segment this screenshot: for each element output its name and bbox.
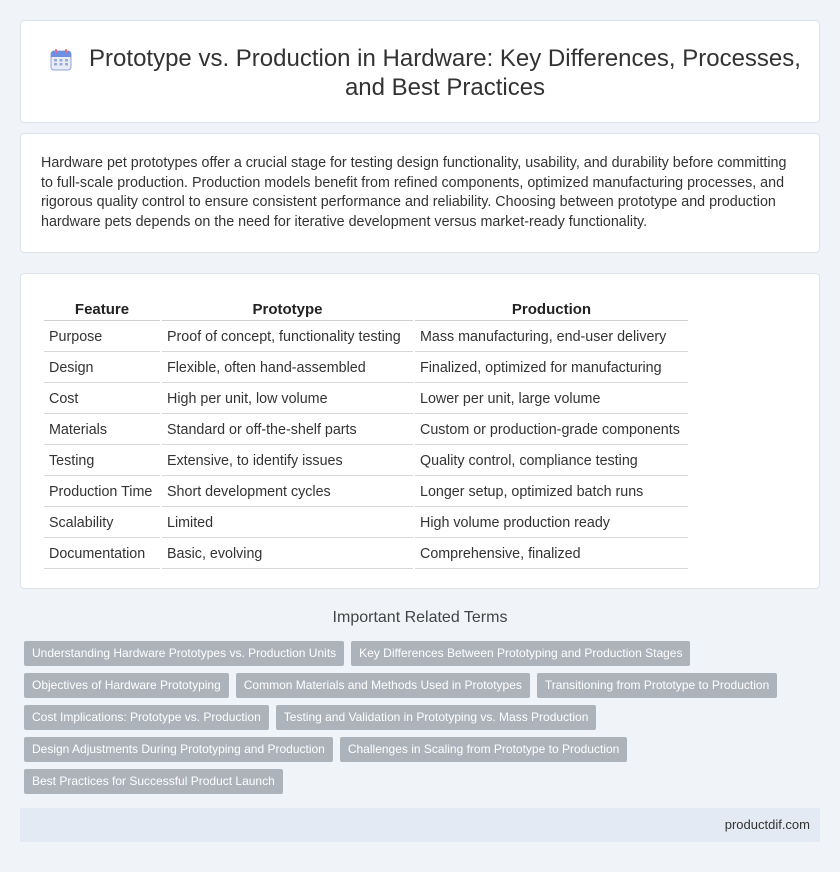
table-row — [44, 478, 688, 507]
table-cell: Basic, evolving — [162, 540, 413, 569]
table-cell: Custom or production-grade components — [415, 416, 688, 445]
related-term-link[interactable]: Objectives of Hardware Prototyping — [24, 673, 229, 698]
table-cell: Production Time — [44, 478, 160, 507]
table-row — [44, 385, 688, 414]
table-cell: Purpose — [44, 323, 160, 352]
table-cell: Quality control, compliance testing — [415, 447, 688, 476]
intro-card — [20, 133, 820, 253]
table-cell: Lower per unit, large volume — [415, 385, 688, 414]
table-cell: Standard or off-the-shelf parts — [162, 416, 413, 445]
table-cell: Proof of concept, functionality testing — [162, 323, 413, 352]
table-cell: Extensive, to identify issues — [162, 447, 413, 476]
tag-row — [20, 670, 820, 702]
related-term-link[interactable]: Testing and Validation in Prototyping vs. Mass Production — [276, 705, 597, 730]
table-row — [44, 540, 688, 569]
table-cell: Testing — [44, 447, 160, 476]
table-cell: Limited — [162, 509, 413, 538]
related-term-link[interactable]: Understanding Hardware Prototypes vs. Production Units — [24, 641, 344, 666]
calendar-icon — [49, 48, 73, 72]
table-header-row — [44, 298, 688, 321]
related-terms-heading: Important Related Terms — [332, 609, 508, 626]
comparison-card — [20, 273, 820, 589]
related-term-link[interactable]: Challenges in Scaling from Prototype to Production — [340, 737, 627, 762]
column-header-production: Production — [415, 298, 688, 321]
related-terms-list — [20, 638, 820, 798]
table-cell: Mass manufacturing, end-user delivery — [415, 323, 688, 352]
column-header-feature: Feature — [44, 298, 160, 321]
table-cell: Materials — [44, 416, 160, 445]
tag-row — [20, 702, 820, 734]
column-header-prototype: Prototype — [162, 298, 413, 321]
table-row — [44, 509, 688, 538]
table-row — [44, 416, 688, 445]
related-term-link[interactable]: Transitioning from Prototype to Production — [537, 673, 777, 698]
table-cell: Cost — [44, 385, 160, 414]
table-row — [44, 323, 688, 352]
table-cell: Finalized, optimized for manufacturing — [415, 354, 688, 383]
related-term-link[interactable]: Cost Implications: Prototype vs. Production — [24, 705, 269, 730]
table-cell: Scalability — [44, 509, 160, 538]
table-cell: Flexible, often hand-assembled — [162, 354, 413, 383]
intro-text: Hardware pet prototypes offer a crucial stage for testing design functionality, usability, and durability before committing to full-scale production. Production models benefit from refined components, optimized manufacturing processes, and rigorous quality control to ensure consistent performance and reliability. Choosing between prototype and production hardware pets depends on the need for iterative development versus market-ready functionality. — [41, 155, 787, 230]
table-cell: Longer setup, optimized batch runs — [415, 478, 688, 507]
related-term-link[interactable]: Best Practices for Successful Product Launch — [24, 769, 283, 794]
tag-row — [20, 766, 820, 798]
table-cell: Design — [44, 354, 160, 383]
footer — [20, 808, 820, 842]
tag-row — [20, 734, 820, 766]
table-row — [44, 354, 688, 383]
comparison-table — [42, 296, 690, 571]
footer-site-link[interactable]: productdif.com — [724, 817, 810, 832]
table-cell: Comprehensive, finalized — [415, 540, 688, 569]
table-row — [44, 447, 688, 476]
page-title: Prototype vs. Production in Hardware: Key Differences, Processes, and Best Practices — [89, 45, 801, 101]
table-cell: High per unit, low volume — [162, 385, 413, 414]
table-cell: Short development cycles — [162, 478, 413, 507]
header-card — [20, 20, 820, 123]
tag-row — [20, 638, 820, 670]
related-term-link[interactable]: Key Differences Between Prototyping and Production Stages — [351, 641, 690, 666]
table-cell: High volume production ready — [415, 509, 688, 538]
related-term-link[interactable]: Common Materials and Methods Used in Prototypes — [236, 673, 530, 698]
related-term-link[interactable]: Design Adjustments During Prototyping and Production — [24, 737, 333, 762]
table-cell: Documentation — [44, 540, 160, 569]
